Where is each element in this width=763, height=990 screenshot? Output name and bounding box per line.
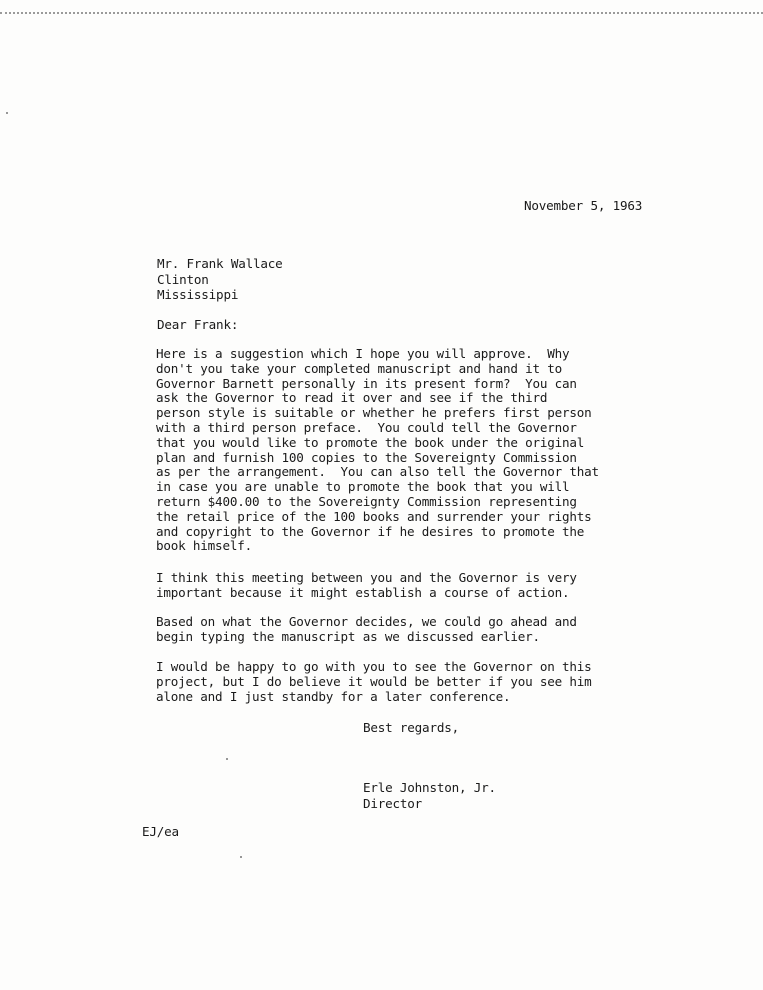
paragraph-line: begin typing the manuscript as we discussed earlier. (156, 628, 540, 644)
body-paragraph-3 (156, 615, 616, 645)
paragraph-line: plan and furnish 100 copies to the Sovereignty Commission (156, 449, 577, 465)
letter-date: November 5, 1963 (524, 198, 643, 213)
paragraph-line: book himself. (156, 538, 252, 554)
scan-speck (6, 112, 8, 114)
paragraph-line: I think this meeting between you and the Governor is very (156, 570, 577, 585)
recipient-state: Mississippi (157, 287, 239, 302)
scan-speck (226, 758, 228, 760)
recipient-address (157, 256, 283, 303)
paragraph-line: ask the Governor to read it over and see if the third (156, 390, 548, 406)
paragraph-line: as per the arrangement. You can also tell the Governor that (156, 464, 599, 480)
paragraph-line: Here is a suggestion which I hope you will approve. Why (156, 346, 570, 361)
recipient-city: Clinton (157, 271, 209, 287)
salutation: Dear Frank: (157, 317, 239, 332)
paragraph-line: I would be happy to go with you to see the Governor on this (156, 659, 592, 674)
body-paragraph-2 (156, 571, 616, 601)
scan-speck (240, 856, 242, 858)
paragraph-line: don't you take your completed manuscript and hand it to (156, 360, 563, 376)
paragraph-line: the retail price of the 100 books and surrender your rights (156, 508, 592, 524)
recipient-name: Mr. Frank Wallace (157, 256, 283, 271)
signer-name: Erle Johnston, Jr. (363, 780, 496, 795)
paragraph-line: person style is suitable or whether he prefers first person (156, 405, 592, 421)
paragraph-line: in case you are unable to promote the book that you will (156, 479, 570, 495)
paragraph-line: important because it might establish a course of action. (156, 584, 570, 600)
reference-initials: EJ/ea (142, 824, 179, 839)
signature-block (363, 780, 496, 811)
paragraph-line: alone and I just standby for a later conference. (156, 688, 511, 704)
paragraph-line: Based on what the Governor decides, we could go ahead and (156, 614, 577, 629)
paragraph-line: return $400.00 to the Sovereignty Commission representing (156, 493, 577, 509)
paragraph-line: and copyright to the Governor if he desires to promote the (156, 523, 585, 539)
page-top-edge (0, 0, 763, 14)
body-paragraph-4 (156, 660, 616, 704)
body-paragraph-1 (156, 347, 616, 554)
paragraph-line: that you would like to promote the book under the original (156, 434, 585, 450)
signer-title: Director (363, 795, 423, 811)
paragraph-line: with a third person preface. You could tell the Governor (156, 419, 577, 435)
paragraph-line: project, but I do believe it would be better if you see him (156, 673, 592, 689)
complimentary-close: Best regards, (363, 720, 459, 735)
paragraph-line: Governor Barnett personally in its present form? You can (156, 375, 577, 391)
